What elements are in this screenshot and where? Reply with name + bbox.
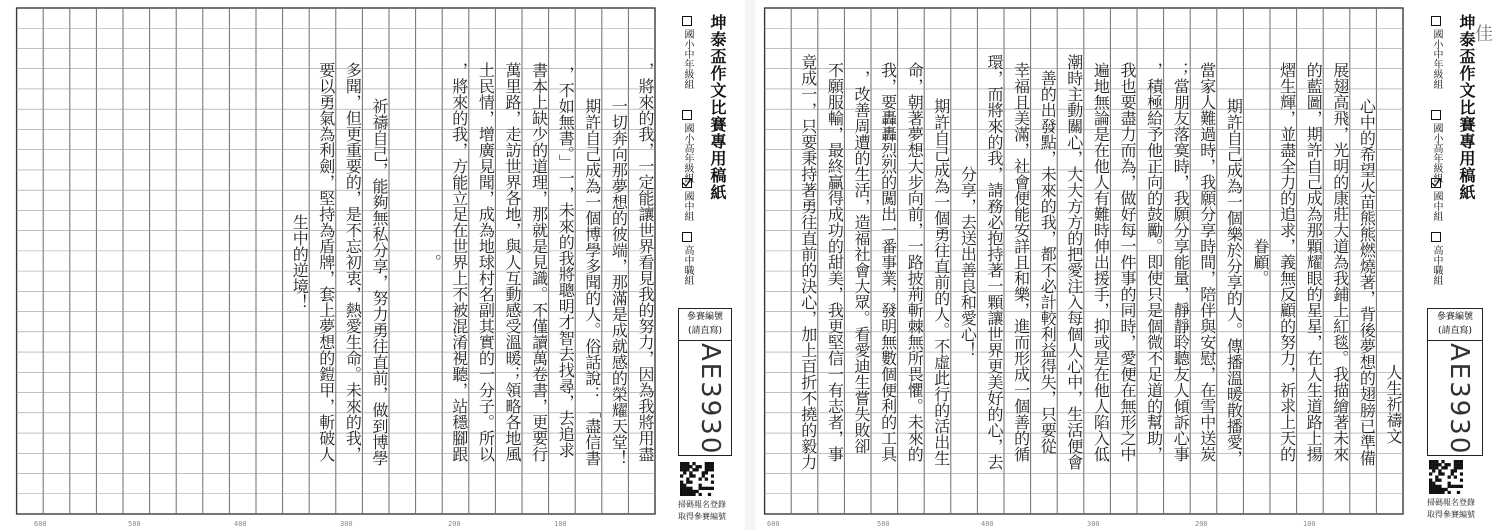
option-label: 國小高年級組 bbox=[1431, 123, 1442, 183]
manuscript-column: 環，而將來的我，請務必抱持著一顆讓世界更美好的心，去 bbox=[984, 54, 1004, 470]
manuscript-column: 多聞，但更重要的，是不忘初衷，熱愛生命。未來的我， bbox=[343, 62, 363, 462]
right-side-panel bbox=[1415, 0, 1500, 530]
contest-title: 坤泰盃作文比賽專用稿紙 bbox=[708, 14, 727, 201]
option-elementary-high[interactable] bbox=[1429, 110, 1444, 183]
manuscript-column: 展翅高飛，光明的康莊大道為我鋪上紅毯。我描繪著未來 bbox=[1330, 62, 1350, 462]
qr-caption-1: 掃碼報名登錄 bbox=[678, 500, 726, 509]
manuscript-column: 我，要轟轟烈烈的闖出一番事業，發明無數個便利的工具 bbox=[878, 62, 898, 462]
manuscript-column: 祈禱自己，能夠無私分享，努力勇往直前，做到博學 bbox=[369, 98, 389, 467]
manuscript-column: ，不如無書。」一，未來的我將聰明才智去找尋，去追求 bbox=[556, 66, 576, 458]
manuscript-column: 命，朝著夢想大步向前，一路披荊斬棘無所畏懼。未來的 bbox=[905, 62, 925, 462]
manuscript-column: 我也要盡力而為，做好每一件事的同時，愛便在無形之中 bbox=[1117, 62, 1137, 462]
ruler-mark: 300 bbox=[340, 520, 353, 528]
entry-number-label: 參賽編號 (請直寫) bbox=[679, 309, 731, 341]
ruler-mark: 400 bbox=[234, 520, 247, 528]
option-elementary-middle[interactable] bbox=[1429, 16, 1444, 89]
manuscript-column: ，積極給予他正向的鼓勵。即使只是個微不足道的幫助， bbox=[1144, 62, 1164, 462]
entry-number-value: AE3930 bbox=[1444, 343, 1474, 456]
option-label: 國中組 bbox=[1431, 191, 1442, 221]
ruler-mark: 600 bbox=[34, 520, 47, 528]
option-senior-high[interactable] bbox=[680, 232, 695, 285]
qr-caption-2: 取得參賽編號 bbox=[678, 512, 726, 521]
page-gutter bbox=[745, 0, 755, 530]
manuscript-column: 一切奔向那夢想的彼端，那滿是成就感的榮耀天堂！ bbox=[609, 98, 629, 467]
option-label: 國小高年級組 bbox=[682, 123, 693, 183]
option-label: 國中組 bbox=[682, 191, 693, 221]
entry-number-value: AE3930 bbox=[695, 343, 725, 456]
manuscript-column: 遍地無論是在他人有難時伸出援手，抑或是在他人陷入低 bbox=[1091, 62, 1111, 462]
manuscript-column: 期許自己成為一個博學多聞的人。俗話說：「盡信書 bbox=[582, 98, 602, 467]
manuscript-column: ，將來的我，一定能讓世界看見我的努力，因為我將用盡 bbox=[635, 62, 655, 462]
grade-mark: 佳 bbox=[1475, 24, 1493, 45]
manuscript-column: 心中的希望火苗熊熊燃燒著，背後夢想的翅膀已準備 bbox=[1357, 98, 1377, 467]
manuscript-column: 期許自己成為一個樂於分享的人。傳播溫暖散播愛， bbox=[1224, 98, 1244, 467]
manuscript-column: 生中的逆境！ bbox=[290, 214, 310, 310]
checkbox-icon[interactable] bbox=[682, 110, 692, 120]
checkbox-icon[interactable] bbox=[1431, 16, 1441, 26]
ruler-mark: 200 bbox=[448, 520, 461, 528]
right-manuscript-page bbox=[755, 0, 1500, 530]
ruler-mark: 400 bbox=[981, 520, 994, 528]
manuscript-column: 眷顧。 bbox=[1250, 238, 1270, 286]
manuscript-column: 善的出發點，未來的我，都不必計較利益得失，只要從 bbox=[1038, 70, 1058, 454]
manuscript-column: 土民情，增廣見聞，成為地球村名副其實的一分子。所以 bbox=[476, 62, 496, 462]
manuscript-column: ，改善周遭的生活，造福社會大眾。看愛迪生嘗失敗卻 bbox=[851, 70, 871, 454]
ruler-mark: 500 bbox=[128, 520, 141, 528]
option-elementary-high[interactable] bbox=[680, 110, 695, 183]
manuscript-column: 人生祈禱文 bbox=[1383, 363, 1403, 444]
ruler-mark: 600 bbox=[767, 520, 780, 528]
manuscript-column: 的藍圖，期許自己成為那顆耀眼的星星，在人生道路上揚 bbox=[1304, 62, 1324, 462]
manuscript-column: ；當朋友落寞時，我願分享能量，靜靜聆聽友人傾訴心事 bbox=[1171, 62, 1191, 462]
manuscript-column: 。 bbox=[423, 254, 443, 270]
option-junior-high[interactable] bbox=[680, 178, 695, 221]
manuscript-column: 要以勇氣為利劍，堅持為盾牌，套上夢想的鎧甲，斬破人 bbox=[316, 62, 336, 462]
option-label: 國小中年級組 bbox=[1431, 29, 1442, 89]
manuscript-column: 分享，去送出善良和愛心！ bbox=[958, 166, 978, 358]
qr-caption-2: 取得參賽編號 bbox=[1427, 510, 1475, 519]
manuscript-column: 萬里路，走訪世界各地，與人互動感受溫暖；領略各地風 bbox=[502, 62, 522, 462]
option-senior-high[interactable] bbox=[1429, 232, 1444, 285]
left-side-panel bbox=[668, 0, 745, 530]
qr-caption-1: 掃碼報名登錄 bbox=[1427, 498, 1475, 507]
ruler-mark: 100 bbox=[1303, 520, 1316, 528]
option-elementary-middle[interactable] bbox=[680, 16, 695, 89]
option-label: 高中職組 bbox=[682, 245, 693, 285]
ruler-mark: 100 bbox=[554, 520, 567, 528]
manuscript-column: 不願服輸，最終贏得成功的甜美，我更堅信一有志者，事 bbox=[825, 62, 845, 462]
contest-title: 坤泰盃作文比賽專用稿紙 bbox=[1457, 14, 1476, 201]
manuscript-column: 書本上缺少的道理，那就是見識。不僅讀萬卷書，更要行 bbox=[529, 62, 549, 462]
entry-number-box bbox=[678, 308, 732, 456]
checkbox-icon[interactable] bbox=[1431, 110, 1441, 120]
entry-number-label: 參賽編號 (請直寫) bbox=[1428, 309, 1482, 341]
manuscript-column: 潮時主動關心，大大方方的把愛注入每個人心中，生活便會 bbox=[1064, 54, 1084, 470]
checkbox-icon[interactable] bbox=[1431, 232, 1441, 242]
manuscript-column: 熠生輝，並盡全力的追求，義無反顧的努力，祈求上天的 bbox=[1277, 62, 1297, 462]
manuscript-column: ，將來的我，方能立足在世界上不被混淆視聽，站穩腳跟 bbox=[449, 62, 469, 462]
manuscript-column: 竟成一，只要秉持著勇往直前的決心，加上百折不撓的毅力 bbox=[798, 54, 818, 470]
checkbox-icon[interactable] bbox=[682, 232, 692, 242]
qr-code-icon[interactable] bbox=[1429, 460, 1463, 494]
qr-code-icon[interactable] bbox=[680, 462, 714, 496]
manuscript-column: 幸福且美滿，社會便能安詳且和樂，進而形成一個善的循 bbox=[1011, 62, 1031, 462]
manuscript-column: 當家人難過時，我願分享時間，陪伴與安慰，在雪中送炭 bbox=[1197, 62, 1217, 462]
checked-checkbox-icon[interactable] bbox=[1431, 178, 1441, 188]
ruler-mark: 300 bbox=[1087, 520, 1100, 528]
checkbox-icon[interactable] bbox=[682, 16, 692, 26]
option-label: 高中職組 bbox=[1431, 245, 1442, 285]
ruler-mark: 200 bbox=[1195, 520, 1208, 528]
left-manuscript-page bbox=[0, 0, 745, 530]
manuscript-column: 期許自己成為一個勇往直前的人。不虛此行的活出生 bbox=[931, 98, 951, 467]
entry-number-box bbox=[1427, 308, 1483, 456]
option-junior-high[interactable] bbox=[1429, 178, 1444, 221]
ruler-mark: 500 bbox=[877, 520, 890, 528]
option-label: 國小中年級組 bbox=[682, 29, 693, 89]
checked-checkbox-icon[interactable] bbox=[682, 178, 692, 188]
